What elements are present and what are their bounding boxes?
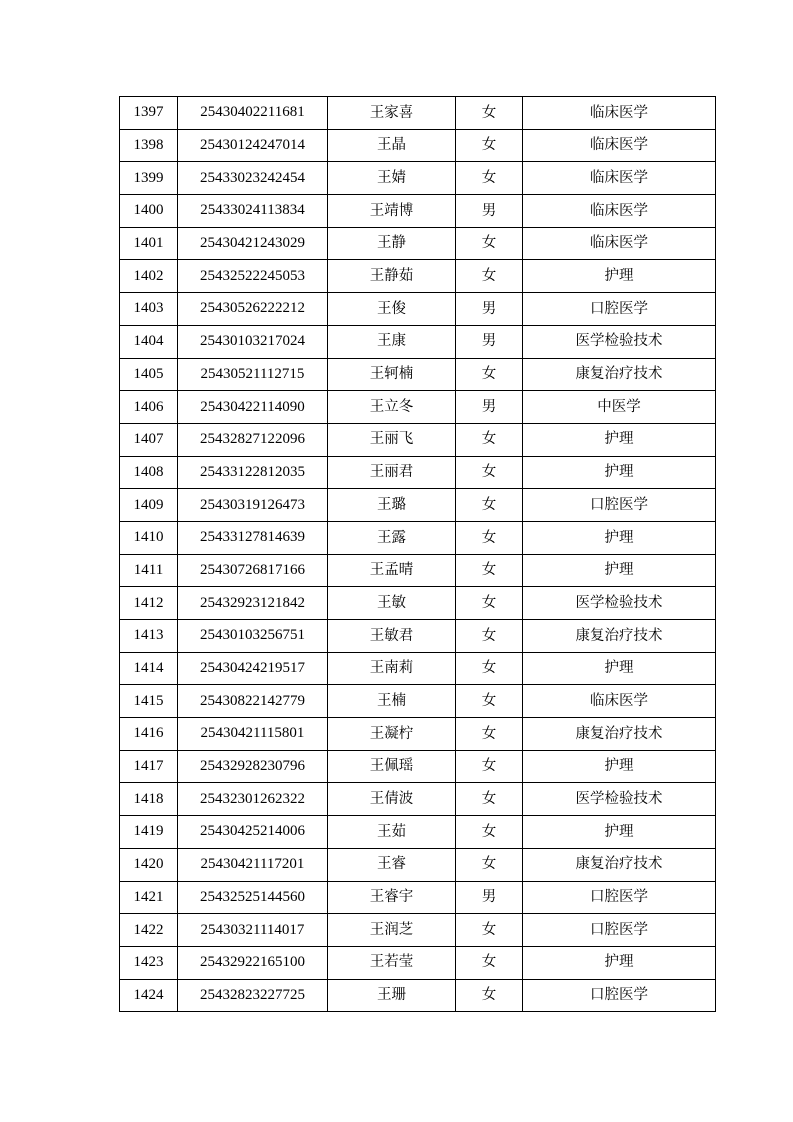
gender-cell: 男 — [456, 391, 523, 424]
exam-id-cell: 25432525144560 — [178, 881, 328, 914]
table-row — [120, 129, 716, 162]
table-row — [120, 325, 716, 358]
gender-cell: 女 — [456, 97, 523, 130]
exam-id-cell: 25430124247014 — [178, 129, 328, 162]
exam-id-cell: 25430103217024 — [178, 325, 328, 358]
major-cell: 口腔医学 — [523, 293, 716, 326]
student-name-cell: 王丽飞 — [328, 423, 456, 456]
major-cell: 护理 — [523, 816, 716, 849]
student-name-cell: 王丽君 — [328, 456, 456, 489]
exam-id-cell: 25432928230796 — [178, 750, 328, 783]
major-cell: 口腔医学 — [523, 979, 716, 1012]
gender-cell: 男 — [456, 293, 523, 326]
table-row — [120, 195, 716, 228]
row-number-cell: 1422 — [120, 914, 178, 947]
row-number-cell: 1415 — [120, 685, 178, 718]
table-row — [120, 816, 716, 849]
student-name-cell: 王孟晴 — [328, 554, 456, 587]
gender-cell: 女 — [456, 750, 523, 783]
row-number-cell: 1411 — [120, 554, 178, 587]
gender-cell: 女 — [456, 914, 523, 947]
row-number-cell: 1397 — [120, 97, 178, 130]
major-cell: 康复治疗技术 — [523, 358, 716, 391]
exam-id-cell: 25430421243029 — [178, 227, 328, 260]
row-number-cell: 1398 — [120, 129, 178, 162]
gender-cell: 女 — [456, 816, 523, 849]
gender-cell: 男 — [456, 325, 523, 358]
table-row — [120, 979, 716, 1012]
exam-id-cell: 25432923121842 — [178, 587, 328, 620]
exam-id-cell: 25432522245053 — [178, 260, 328, 293]
major-cell: 临床医学 — [523, 195, 716, 228]
exam-id-cell: 25430422114090 — [178, 391, 328, 424]
student-name-cell: 王静 — [328, 227, 456, 260]
exam-id-cell: 25433023242454 — [178, 162, 328, 195]
row-number-cell: 1413 — [120, 620, 178, 653]
table-row — [120, 620, 716, 653]
table-row — [120, 914, 716, 947]
row-number-cell: 1410 — [120, 521, 178, 554]
exam-id-cell: 25430103256751 — [178, 620, 328, 653]
student-name-cell: 王敏 — [328, 587, 456, 620]
gender-cell: 女 — [456, 587, 523, 620]
student-name-cell: 王楠 — [328, 685, 456, 718]
major-cell: 护理 — [523, 750, 716, 783]
gender-cell: 女 — [456, 489, 523, 522]
table-row — [120, 718, 716, 751]
exam-id-cell: 25430425214006 — [178, 816, 328, 849]
student-name-cell: 王若莹 — [328, 946, 456, 979]
exam-id-cell: 25430321114017 — [178, 914, 328, 947]
gender-cell: 女 — [456, 260, 523, 293]
roster-table-body — [120, 97, 716, 1012]
table-row — [120, 391, 716, 424]
exam-id-cell: 25432301262322 — [178, 783, 328, 816]
gender-cell: 女 — [456, 620, 523, 653]
table-row — [120, 946, 716, 979]
major-cell: 临床医学 — [523, 129, 716, 162]
student-name-cell: 王璐 — [328, 489, 456, 522]
gender-cell: 女 — [456, 783, 523, 816]
student-name-cell: 王佩瑶 — [328, 750, 456, 783]
exam-id-cell: 25430421115801 — [178, 718, 328, 751]
student-name-cell: 王家喜 — [328, 97, 456, 130]
major-cell: 口腔医学 — [523, 489, 716, 522]
table-row — [120, 162, 716, 195]
table-row — [120, 456, 716, 489]
row-number-cell: 1402 — [120, 260, 178, 293]
exam-id-cell: 25430526222212 — [178, 293, 328, 326]
student-name-cell: 王珊 — [328, 979, 456, 1012]
table-row — [120, 489, 716, 522]
table-row — [120, 881, 716, 914]
gender-cell: 女 — [456, 848, 523, 881]
exam-id-cell: 25430421117201 — [178, 848, 328, 881]
major-cell: 护理 — [523, 554, 716, 587]
table-row — [120, 750, 716, 783]
row-number-cell: 1412 — [120, 587, 178, 620]
major-cell: 护理 — [523, 946, 716, 979]
major-cell: 康复治疗技术 — [523, 848, 716, 881]
table-row — [120, 652, 716, 685]
gender-cell: 女 — [456, 162, 523, 195]
gender-cell: 女 — [456, 423, 523, 456]
student-name-cell: 王南莉 — [328, 652, 456, 685]
student-name-cell: 王露 — [328, 521, 456, 554]
table-row — [120, 783, 716, 816]
gender-cell: 女 — [456, 129, 523, 162]
table-row — [120, 521, 716, 554]
exam-id-cell: 25433122812035 — [178, 456, 328, 489]
table-row — [120, 97, 716, 130]
row-number-cell: 1416 — [120, 718, 178, 751]
student-name-cell: 王俊 — [328, 293, 456, 326]
gender-cell: 女 — [456, 227, 523, 260]
gender-cell: 女 — [456, 685, 523, 718]
exam-id-cell: 25433127814639 — [178, 521, 328, 554]
table-row — [120, 848, 716, 881]
row-number-cell: 1414 — [120, 652, 178, 685]
row-number-cell: 1418 — [120, 783, 178, 816]
major-cell: 护理 — [523, 652, 716, 685]
major-cell: 临床医学 — [523, 97, 716, 130]
table-row — [120, 358, 716, 391]
major-cell: 口腔医学 — [523, 881, 716, 914]
student-name-cell: 王婧 — [328, 162, 456, 195]
row-number-cell: 1407 — [120, 423, 178, 456]
exam-id-cell: 25430726817166 — [178, 554, 328, 587]
exam-id-cell: 25430319126473 — [178, 489, 328, 522]
student-name-cell: 王倩波 — [328, 783, 456, 816]
table-row — [120, 293, 716, 326]
major-cell: 护理 — [523, 456, 716, 489]
major-cell: 康复治疗技术 — [523, 718, 716, 751]
row-number-cell: 1409 — [120, 489, 178, 522]
row-number-cell: 1420 — [120, 848, 178, 881]
table-row — [120, 423, 716, 456]
gender-cell: 女 — [456, 358, 523, 391]
major-cell: 中医学 — [523, 391, 716, 424]
major-cell: 护理 — [523, 521, 716, 554]
table-row — [120, 554, 716, 587]
table-row — [120, 260, 716, 293]
row-number-cell: 1419 — [120, 816, 178, 849]
major-cell: 临床医学 — [523, 162, 716, 195]
gender-cell: 男 — [456, 881, 523, 914]
row-number-cell: 1404 — [120, 325, 178, 358]
major-cell: 康复治疗技术 — [523, 620, 716, 653]
gender-cell: 女 — [456, 554, 523, 587]
row-number-cell: 1403 — [120, 293, 178, 326]
major-cell: 医学检验技术 — [523, 587, 716, 620]
exam-id-cell: 25432827122096 — [178, 423, 328, 456]
student-name-cell: 王晶 — [328, 129, 456, 162]
gender-cell: 女 — [456, 521, 523, 554]
major-cell: 医学检验技术 — [523, 325, 716, 358]
row-number-cell: 1417 — [120, 750, 178, 783]
student-name-cell: 王靖博 — [328, 195, 456, 228]
exam-id-cell: 25430424219517 — [178, 652, 328, 685]
major-cell: 临床医学 — [523, 685, 716, 718]
gender-cell: 男 — [456, 195, 523, 228]
exam-id-cell: 25433024113834 — [178, 195, 328, 228]
row-number-cell: 1406 — [120, 391, 178, 424]
student-name-cell: 王润芝 — [328, 914, 456, 947]
exam-id-cell: 25430521112715 — [178, 358, 328, 391]
student-name-cell: 王睿 — [328, 848, 456, 881]
table-row — [120, 227, 716, 260]
gender-cell: 女 — [456, 456, 523, 489]
row-number-cell: 1400 — [120, 195, 178, 228]
row-number-cell: 1423 — [120, 946, 178, 979]
row-number-cell: 1421 — [120, 881, 178, 914]
row-number-cell: 1408 — [120, 456, 178, 489]
major-cell: 临床医学 — [523, 227, 716, 260]
major-cell: 口腔医学 — [523, 914, 716, 947]
exam-id-cell: 25432823227725 — [178, 979, 328, 1012]
student-name-cell: 王立冬 — [328, 391, 456, 424]
student-name-cell: 王静茹 — [328, 260, 456, 293]
exam-id-cell: 25430822142779 — [178, 685, 328, 718]
row-number-cell: 1401 — [120, 227, 178, 260]
table-row — [120, 587, 716, 620]
student-name-cell: 王睿宇 — [328, 881, 456, 914]
row-number-cell: 1424 — [120, 979, 178, 1012]
student-name-cell: 王轲楠 — [328, 358, 456, 391]
student-name-cell: 王凝柠 — [328, 718, 456, 751]
student-roster-table — [119, 96, 716, 1012]
major-cell: 护理 — [523, 260, 716, 293]
student-name-cell: 王敏君 — [328, 620, 456, 653]
gender-cell: 女 — [456, 946, 523, 979]
row-number-cell: 1405 — [120, 358, 178, 391]
gender-cell: 女 — [456, 979, 523, 1012]
gender-cell: 女 — [456, 652, 523, 685]
exam-id-cell: 25432922165100 — [178, 946, 328, 979]
student-name-cell: 王茹 — [328, 816, 456, 849]
major-cell: 医学检验技术 — [523, 783, 716, 816]
major-cell: 护理 — [523, 423, 716, 456]
exam-id-cell: 25430402211681 — [178, 97, 328, 130]
gender-cell: 女 — [456, 718, 523, 751]
table-row — [120, 685, 716, 718]
row-number-cell: 1399 — [120, 162, 178, 195]
student-name-cell: 王康 — [328, 325, 456, 358]
